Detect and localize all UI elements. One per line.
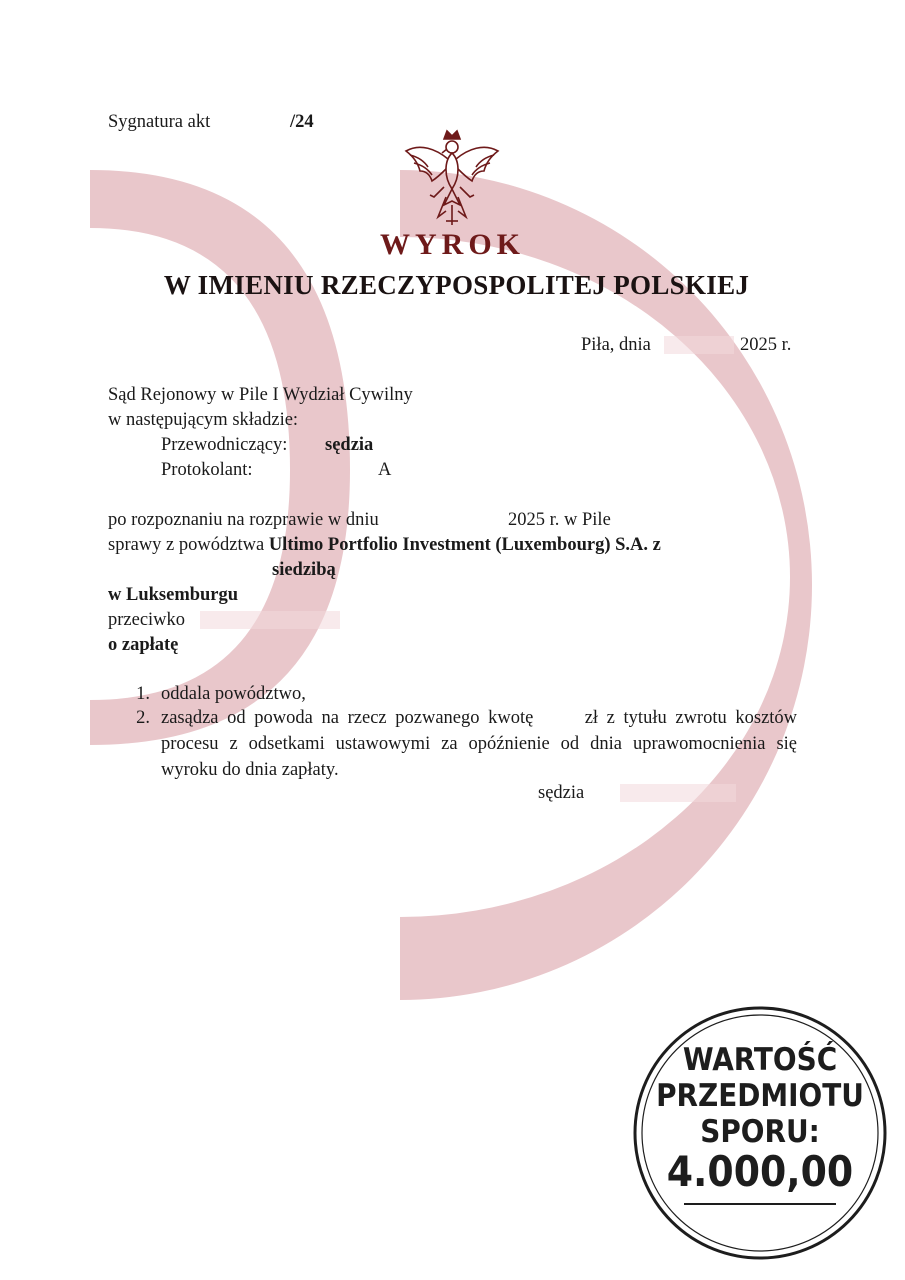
stamp-line-3: SPORU: [700, 1114, 820, 1150]
document-title: WYROK [380, 228, 525, 261]
presiding-value: sędzia [325, 435, 374, 455]
stamp-value: 4.000,00 [666, 1147, 854, 1196]
plaintiff-city: w Luksemburgu [108, 585, 239, 605]
ruling-2-text [161, 705, 797, 783]
against-label: przeciwko [108, 610, 186, 630]
signature-suffix: /24 [290, 112, 314, 132]
plaintiff-seat: siedzibą [272, 560, 336, 580]
signature-label: Sygnatura akt [108, 112, 211, 132]
redaction-defendant [200, 611, 340, 629]
document-subtitle: W IMIENIU RZECZYPOSPOLITEJ POLSKIEJ [163, 270, 750, 300]
ruling-2-text-after: zł z tytułu zwrotu kosztów procesu z odsetkami ustawowymi za opóźnienie od dnia uprawomocnienia się wyroku do dnia zapłaty. [161, 708, 798, 780]
ruling-1-text: oddala powództwo, [161, 684, 306, 704]
case-prefix: sprawy z powództwa [108, 535, 265, 555]
stamp-line-1: WARTOŚĆ [682, 1042, 838, 1078]
case-line [108, 533, 661, 557]
recorder-value: A [378, 460, 392, 480]
place-date-suffix: 2025 r. [740, 335, 792, 355]
ruling-2-text-before: zasądza od powoda na rzecz pozwanego kwotę [161, 708, 534, 728]
place-date-prefix: Piła, dnia [581, 335, 651, 355]
presiding-label: Przewodniczący: [161, 435, 288, 455]
redaction-date [664, 336, 734, 354]
judge-signature: sędzia [538, 783, 585, 803]
ruling-1-number: 1. [136, 684, 150, 704]
hearing-suffix: 2025 r. w Pile [508, 510, 611, 530]
plaintiff-name: Ultimo Portfolio Investment (Luxembourg) S.A. z [268, 535, 661, 555]
ruling-2-number: 2. [136, 708, 150, 728]
signature-line [108, 110, 210, 134]
stamp-line-2: PRZEDMIOTU [656, 1078, 864, 1114]
recorder-label: Protokolant: [161, 460, 253, 480]
case-subject: o zapłatę [108, 635, 179, 655]
redaction-judge [620, 784, 736, 802]
polish-eagle-emblem-icon [400, 127, 504, 231]
composition-line: w następującym składzie: [108, 410, 299, 430]
hearing-prefix: po rozpoznaniu na rozprawie w dniu [108, 510, 379, 530]
court-line: Sąd Rejonowy w Pile I Wydział Cywilny [108, 385, 413, 405]
